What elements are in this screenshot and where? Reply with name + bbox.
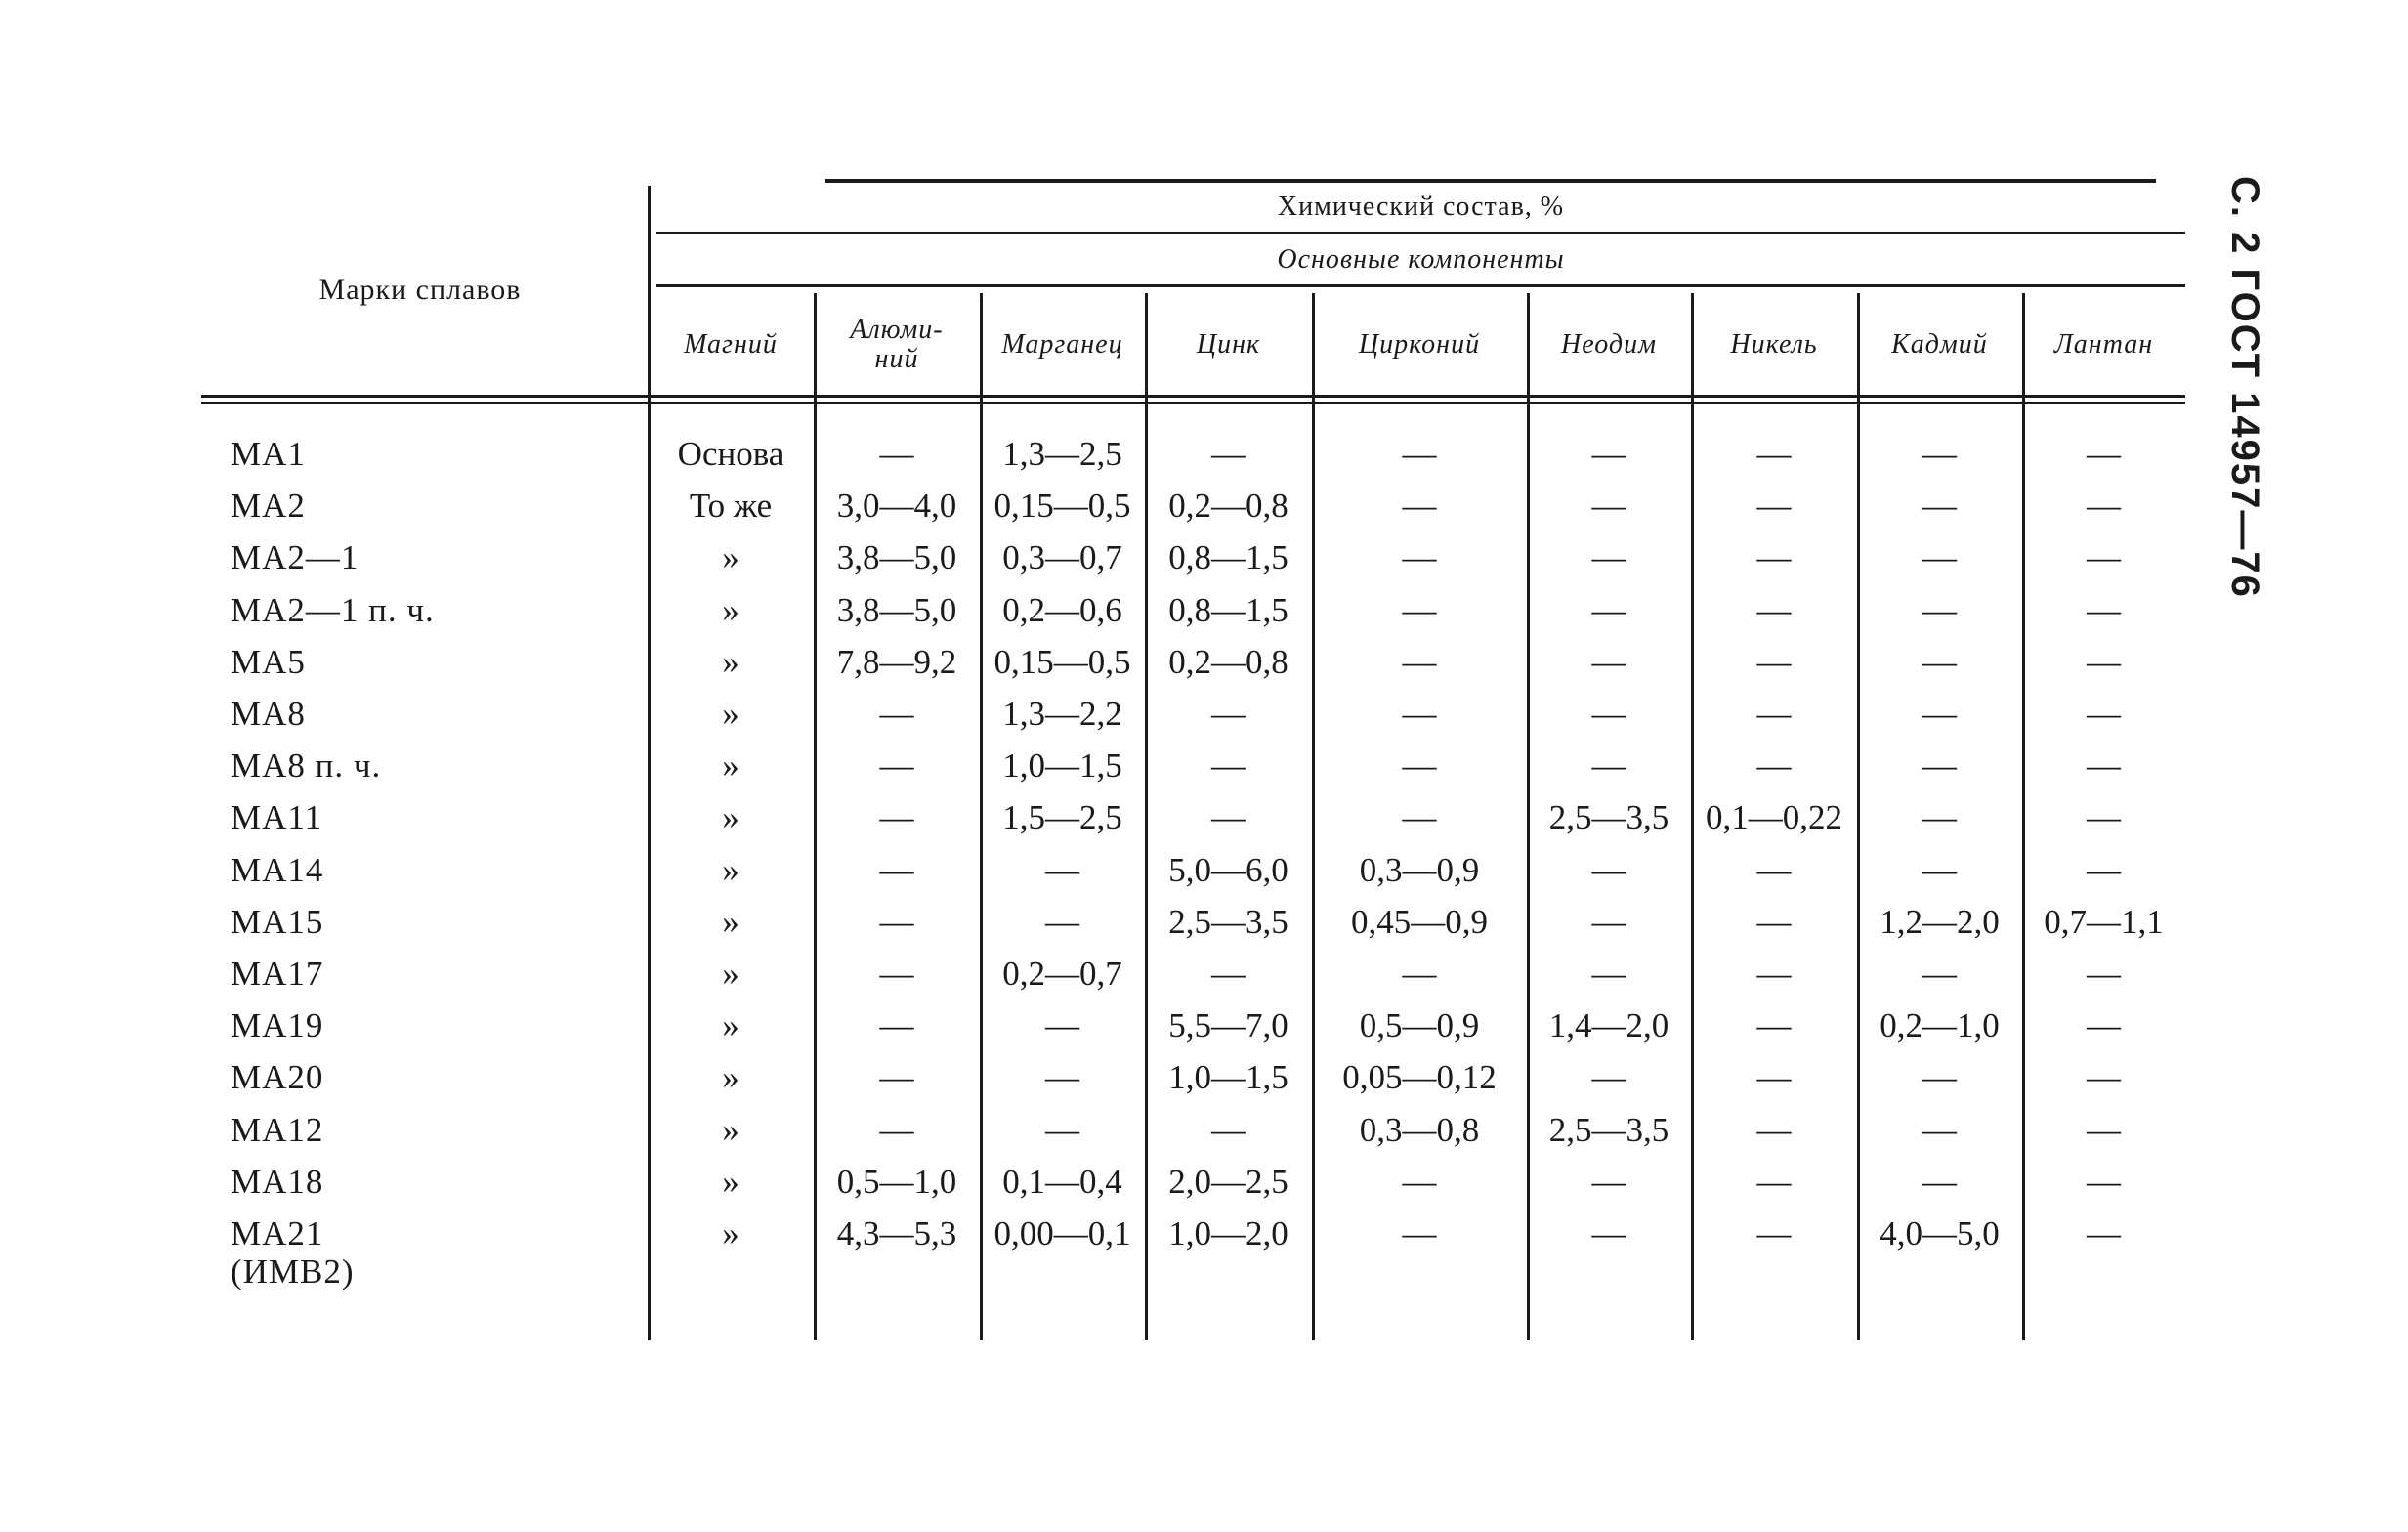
table-cell: — (1402, 642, 1437, 681)
group-title: Химический состав, % (1277, 192, 1565, 222)
table-cell: — (1591, 487, 1626, 526)
table-cell: — (1756, 850, 1792, 889)
table-cell: 2,5—3,5 (1548, 798, 1669, 837)
table-cell: — (1591, 1058, 1626, 1097)
top-rule (825, 179, 2156, 183)
table-cell: 0,5—0,9 (1359, 1006, 1480, 1045)
table-cell: — (1922, 1162, 1957, 1201)
table-cell: — (1402, 487, 1437, 526)
table-cell: 0,1—0,22 (1706, 798, 1842, 837)
table-cell: — (1591, 902, 1626, 941)
table-cell: — (1922, 590, 1957, 629)
table-cell: 0,45—0,9 (1351, 902, 1488, 941)
table-cell: 0,15—0,5 (993, 487, 1131, 526)
table-cell: 1,0—1,5 (1002, 746, 1122, 786)
table-cell: 0,2—0,8 (1168, 487, 1288, 526)
table-cell: — (1402, 590, 1437, 629)
table-cell: — (2087, 746, 2121, 786)
alloy-brand: МА2—1 п. ч. (231, 590, 435, 629)
table-cell: — (1591, 695, 1626, 733)
alloy-brand: МА15 (231, 902, 324, 941)
table-cell: — (1756, 1058, 1792, 1097)
alloy-brand: МА2—1 (231, 538, 359, 577)
table-cell: — (1045, 1110, 1079, 1149)
table-cell: » (722, 902, 739, 941)
table-cell: — (1922, 850, 1957, 889)
column-header: Цинк (1196, 329, 1261, 360)
column-header: Неодим (1561, 329, 1657, 360)
table-cell: — (1922, 695, 1957, 733)
table-cell: — (1756, 538, 1792, 577)
table-cell: 2,0—2,5 (1168, 1162, 1288, 1201)
table-cell: — (1402, 1214, 1437, 1253)
table-cell: 4,0—5,0 (1880, 1214, 2000, 1253)
table-cell: — (1756, 955, 1792, 993)
alloy-brand: МА20 (231, 1058, 324, 1097)
table-cell: — (879, 902, 914, 941)
table-cell: 1,0—2,0 (1168, 1214, 1288, 1253)
table-cell: — (1756, 1214, 1792, 1253)
alloy-brand: МА11 (231, 798, 323, 837)
table-cell: — (1922, 955, 1957, 993)
table-cell: — (1591, 1162, 1626, 1201)
table-cell: » (722, 590, 739, 629)
header-bottom-rule-1 (201, 395, 2185, 398)
table-cell: — (1591, 850, 1626, 889)
alloy-brand: МА5 (231, 642, 306, 681)
table-cell: — (1402, 955, 1437, 993)
table-cell: » (722, 642, 739, 681)
table-cell: » (722, 1006, 739, 1045)
table-cell: 0,3—0,8 (1359, 1110, 1480, 1149)
table-cell: Основа (677, 435, 784, 473)
table-cell: — (1591, 538, 1626, 577)
table-cell: — (1756, 1110, 1792, 1149)
subgroup-title: Основные компоненты (1277, 244, 1565, 275)
table-cell: 5,0—6,0 (1168, 850, 1288, 889)
table-cell: — (879, 798, 914, 837)
alloy-brand: МА8 п. ч. (231, 746, 382, 786)
table-cell: 3,0—4,0 (836, 487, 957, 526)
table-cell: — (879, 695, 914, 733)
table-cell: 2,5—3,5 (1548, 1110, 1669, 1149)
column-header: Кадмий (1891, 329, 1988, 360)
table-cell: — (1922, 642, 1957, 681)
column-header: Цирконий (1358, 329, 1481, 360)
table-cell: 5,5—7,0 (1168, 1006, 1288, 1045)
table-cell: — (2087, 695, 2121, 733)
table-cell: — (1756, 902, 1792, 941)
table-cell: 7,8—9,2 (836, 642, 957, 681)
table-cell: — (1402, 435, 1437, 473)
table-cell: — (1045, 850, 1079, 889)
column-header: Алюми- ний (850, 315, 944, 374)
table-cell: — (1922, 538, 1957, 577)
table-cell: — (1756, 746, 1792, 786)
table-cell: — (879, 746, 914, 786)
table-cell: — (1402, 798, 1437, 837)
column-header: Никель (1730, 329, 1818, 360)
alloy-brand: МА19 (231, 1006, 324, 1045)
table-cell: — (1211, 746, 1246, 786)
table-cell: — (1922, 487, 1957, 526)
alloy-brand: МА12 (231, 1110, 324, 1149)
table-cell: — (1756, 1006, 1792, 1045)
alloy-brand: МА2 (231, 487, 306, 526)
table-cell: — (1922, 1110, 1957, 1149)
table-cell: — (1591, 435, 1626, 473)
table-cell: 0,00—0,1 (993, 1214, 1131, 1253)
table-cell: — (1591, 1214, 1626, 1253)
table-cell: — (1756, 1162, 1792, 1201)
group-rule (656, 232, 2185, 234)
alloy-brand: МА17 (231, 955, 324, 993)
table-cell: — (1756, 590, 1792, 629)
table-cell: 0,2—1,0 (1880, 1006, 2000, 1045)
table-cell: — (2087, 850, 2121, 889)
table-cell: — (1211, 798, 1246, 837)
table-cell: 1,5—2,5 (1002, 798, 1122, 837)
table-cell: — (1922, 746, 1957, 786)
table-cell: 0,05—0,12 (1342, 1058, 1497, 1097)
alloy-brand: МА14 (231, 850, 324, 889)
table-cell: — (1402, 1162, 1437, 1201)
page-side-label: С. 2 ГОСТ 14957—76 (2223, 176, 2266, 599)
table-cell: 0,7—1,1 (2044, 902, 2164, 941)
table-cell: — (1045, 1006, 1079, 1045)
table-cell: — (2087, 487, 2121, 526)
table-cell: — (1591, 746, 1626, 786)
table-cell: » (722, 798, 739, 837)
column-header: Магний (684, 329, 778, 360)
table-cell: » (722, 1214, 739, 1253)
table-cell: — (1591, 590, 1626, 629)
column-header: Лантан (2053, 329, 2154, 360)
table-cell: — (2087, 1006, 2121, 1045)
table-cell: — (1922, 435, 1957, 473)
table-cell: 0,5—1,0 (836, 1162, 957, 1201)
table-cell: — (1756, 695, 1792, 733)
table-cell: 4,3—5,3 (836, 1214, 957, 1253)
alloy-brand: МА21 (231, 1214, 324, 1253)
table-cell: » (722, 850, 739, 889)
header-bottom-rule-2 (201, 402, 2185, 404)
table-cell: — (1402, 746, 1437, 786)
table-cell: 1,2—2,0 (1880, 902, 2000, 941)
table-cell: 1,4—2,0 (1548, 1006, 1669, 1045)
table-cell: 0,2—0,6 (1002, 590, 1122, 629)
table-cell: — (879, 435, 914, 473)
table-cell: — (2087, 435, 2121, 473)
brand-column-header: Марки сплавов (318, 274, 522, 306)
table-cell: » (722, 955, 739, 993)
table-cell: 0,3—0,9 (1359, 850, 1480, 889)
table-cell: 0,8—1,5 (1168, 590, 1288, 629)
table-cell: » (722, 1162, 739, 1201)
table-cell: 0,15—0,5 (993, 642, 1131, 681)
table-cell: — (1211, 955, 1246, 993)
table-cell: — (2087, 1162, 2121, 1201)
table-cell: — (1922, 798, 1957, 837)
table-cell: — (1756, 435, 1792, 473)
table-cell: — (1756, 487, 1792, 526)
table-cell: » (722, 746, 739, 786)
table-cell: — (879, 1110, 914, 1149)
alloy-brand: МА1 (231, 435, 306, 473)
table-cell: — (1211, 1110, 1246, 1149)
table-cell: — (2087, 955, 2121, 993)
table-cell: — (879, 1006, 914, 1045)
table-cell: 1,3—2,5 (1002, 435, 1122, 473)
table-cell: 3,8—5,0 (836, 590, 957, 629)
alloy-brand-note: (ИМВ2) (231, 1253, 355, 1291)
table-cell: — (2087, 538, 2121, 577)
table-cell: — (1402, 695, 1437, 733)
alloy-brand: МА18 (231, 1162, 324, 1201)
table-cell: — (2087, 1058, 2121, 1097)
table-cell: То же (689, 487, 773, 526)
table-cell: — (879, 850, 914, 889)
table-cell: 0,8—1,5 (1168, 538, 1288, 577)
table-cell: 0,2—0,8 (1168, 642, 1288, 681)
table-cell: — (1402, 538, 1437, 577)
table-cell: — (1211, 435, 1246, 473)
table-cell: — (879, 955, 914, 993)
table-cell: 0,1—0,4 (1002, 1162, 1122, 1201)
column-header: Марганец (1001, 329, 1123, 360)
table-cell: — (2087, 1110, 2121, 1149)
table-cell: 3,8—5,0 (836, 538, 957, 577)
table-cell: — (879, 1058, 914, 1097)
table-cell: 2,5—3,5 (1168, 902, 1288, 941)
table-cell: » (722, 695, 739, 733)
table-cell: 1,3—2,2 (1002, 695, 1122, 733)
table-cell: 0,2—0,7 (1002, 955, 1122, 993)
table-cell: — (1756, 642, 1792, 681)
table-cell: » (722, 538, 739, 577)
table-cell: — (1211, 695, 1246, 733)
table-cell: 1,0—1,5 (1168, 1058, 1288, 1097)
table-cell: — (2087, 642, 2121, 681)
table-cell: — (2087, 1214, 2121, 1253)
alloy-brand: МА8 (231, 695, 306, 733)
table-cell: — (1591, 955, 1626, 993)
table-cell: — (1922, 1058, 1957, 1097)
table-cell: — (2087, 798, 2121, 837)
table-cell: 0,3—0,7 (1002, 538, 1122, 577)
table-cell: — (1045, 902, 1079, 941)
table-cell: — (1591, 642, 1626, 681)
table-cell: — (1045, 1058, 1079, 1097)
subgroup-rule (656, 284, 2185, 287)
table-cell: — (2087, 590, 2121, 629)
table-cell: » (722, 1058, 739, 1097)
table-cell: » (722, 1110, 739, 1149)
